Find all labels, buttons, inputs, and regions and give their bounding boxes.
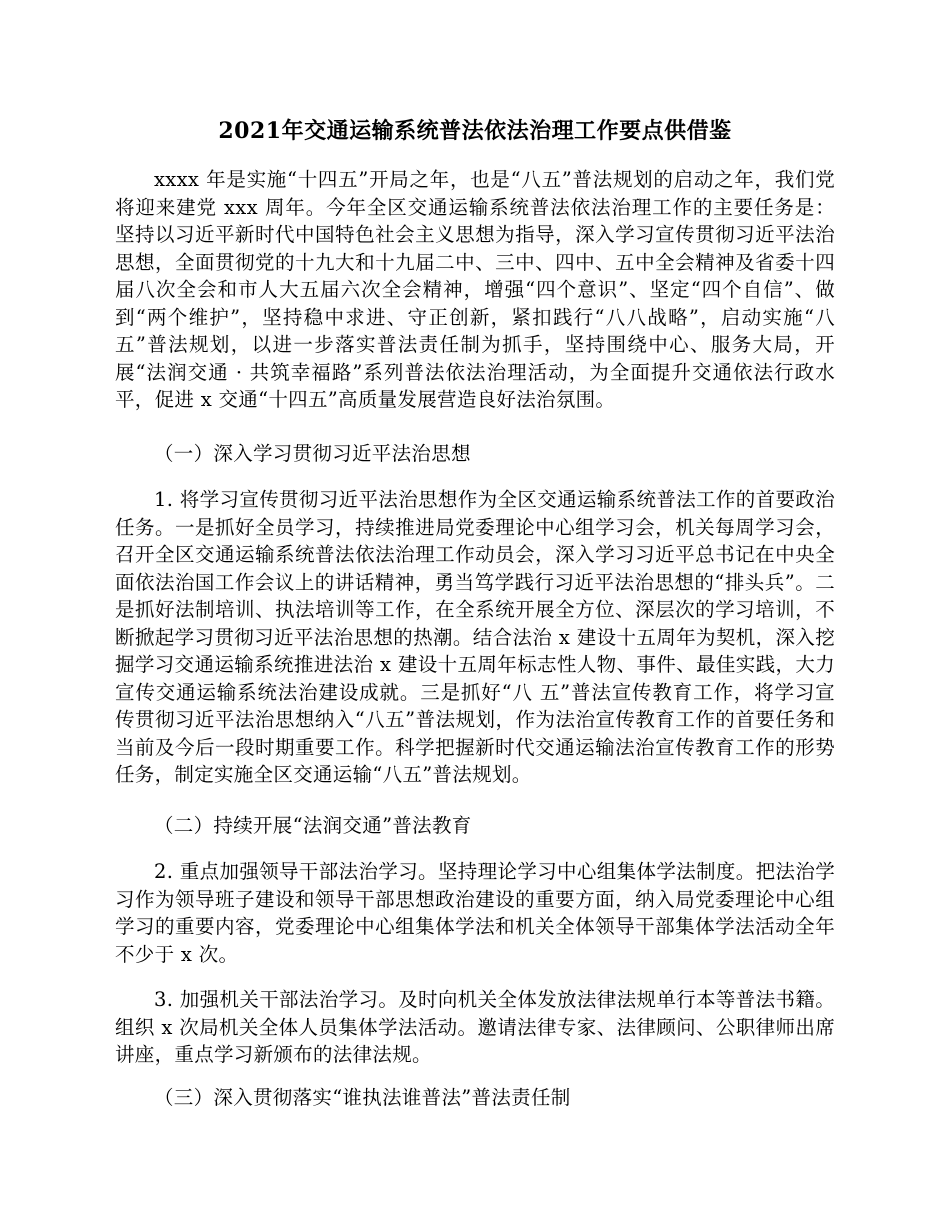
section-heading-3: （三）深入贯彻落实“谁执法谁普法”普法责任制 xyxy=(154,1086,571,1109)
item-paragraph-3: 3. 加强机关干部法治学习。及时向机关全体发放法律法规单行本等普法书籍。组织 x 次局机关全体人员集体学法活动。邀请法律专家、法律顾问、公职律师出席讲座，重点学习新颁布的法律法规。 xyxy=(115,988,835,1066)
document-title: 2021年交通运输系统普法依法治理工作要点供借鉴 xyxy=(218,118,732,144)
section-heading-2: （二）持续开展“法润交通”普法教育 xyxy=(154,814,472,837)
item-paragraph-2: 2. 重点加强领导干部法治学习。坚持理论学习中心组集体学法制度。把法治学习作为领导班子建设和领导干部思想政治建设的重要方面，纳入局党委理论中心组学习的重要内容，党委理论中心组集体学法和机关全体领导干部集体学法活动全年不少于 x 次。 xyxy=(115,860,835,966)
intro-paragraph: xxxx 年是实施“十四五”开局之年，也是“八五”普法规划的启动之年，我们党将迎来建党 xxx 周年。今年全区交通运输系统普法依法治理工作的主要任务是：坚持以习近平新时代中国特色社会主义思想为指导，深入学习宣传贯彻习近平法治思想，全面贯彻党的十九大和十九届二中、三中、四中、五中全会精神及省委十四届八次全会和市人大五届六次全会精神，增强“四个意识”、坚定“四个自信”、做到“两个维护”，坚持稳中求进、守正创新，紧扣践行“八八战略”，启动实施“八五”普法规划，以进一步落实普法责任制为抓手，坚持围绕中心、服务大局，开展“法润交通 · 共筑幸福路”系列普法依法治理活动，为全面提升交通依法行政水平，促进 x 交通“十四五”高质量发展营造良好法治氛围。 xyxy=(115,168,835,411)
section-heading-1: （一）深入学习贯彻习近平法治思想 xyxy=(154,442,471,465)
item-paragraph-1: 1. 将学习宣传贯彻习近平法治思想作为全区交通运输系统普法工作的首要政治任务。一是抓好全员学习，持续推进局党委理论中心组学习会，机关每周学习会，召开全区交通运输系统普法依法治理工作动员会，深入学习习近平总书记在中央全面依法治国工作会议上的讲话精神，勇当笃学践行习近平法治思想的“排头兵”。二是抓好法制培训、执法培训等工作，在全系统开展全方位、深层次的学习培训，不断掀起学习贯彻习近平法治思想的热潮。结合法治 x 建设十五周年为契机，深入挖掘学习交通运输系统推进法治 x 建设十五周年标志性人物、事件、最佳实践，大力宣传交通运输系统法治建设成就。三是抓好“八 五”普法宣传教育工作，将学习宣传贯彻习近平法治思想纳入“八五”普法规划，作为法治宣传教育工作的首要任务和当前及今后一段时期重要工作。科学把握新时代交通运输法治宣传教育工作的形势任务，制定实施全区交通运输“八五”普法规划。 xyxy=(115,488,835,786)
